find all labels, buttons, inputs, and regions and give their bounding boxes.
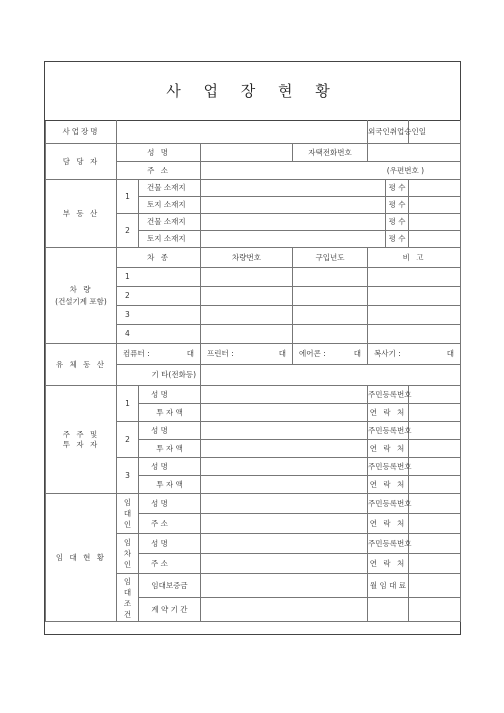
realestate-label: 부 동 산: [46, 180, 117, 248]
land-location-label-1: 토지 소재지: [139, 197, 201, 214]
vehicle-sublabel: (건설기계 포함): [55, 297, 107, 306]
remarks-header: 비 고: [368, 248, 461, 268]
vehicle-type-field[interactable]: [139, 268, 201, 287]
vehicle-row-num: 4: [117, 325, 139, 344]
area-field-2[interactable]: [409, 197, 461, 214]
area-label-2: 평 수: [386, 197, 409, 214]
shareholder-id-field[interactable]: [409, 458, 461, 476]
lessor-contact-label: 연 락 처: [368, 514, 409, 534]
vehicle-type-field[interactable]: [139, 287, 201, 306]
shareholder-id-label: 주민등록번호: [368, 458, 409, 476]
deposit-label: 임대보증금: [139, 574, 201, 598]
computer-label: 컴퓨터 :: [123, 349, 150, 359]
lessor-id-label: 주민등록번호: [368, 494, 409, 514]
vehicle-number-field[interactable]: [201, 268, 293, 287]
remarks-field[interactable]: [368, 268, 461, 287]
shareholders-label: 주 주 및 투 자 자: [46, 386, 117, 494]
shareholder-contact-field[interactable]: [409, 440, 461, 458]
land-location-field-2[interactable]: [201, 231, 386, 248]
shareholder-contact-field[interactable]: [409, 404, 461, 422]
vehicle-label: 차 량: [69, 284, 93, 294]
vehicle-row-num: 1: [117, 268, 139, 287]
vehicle-type-field[interactable]: [139, 306, 201, 325]
contract-period-field[interactable]: [201, 598, 368, 622]
copier-unit: 대: [446, 349, 454, 359]
realestate-num-2: 2: [117, 214, 139, 248]
remarks-field[interactable]: [368, 306, 461, 325]
manager-name-field[interactable]: [201, 144, 293, 162]
shareholder-name-label-text: 성 명: [151, 425, 168, 435]
shareholder-name-label-text: 성 명: [151, 389, 168, 399]
contract-period-extra-field-2[interactable]: [409, 598, 461, 622]
purchase-year-field[interactable]: [293, 268, 368, 287]
lease-label: 임 대 현 황: [46, 494, 117, 622]
aircon-unit: 대: [353, 349, 361, 359]
copier-cell[interactable]: [368, 344, 461, 365]
aircon-cell[interactable]: [293, 344, 368, 365]
shareholder-name-field[interactable]: [201, 458, 368, 476]
lease-terms-label-cell: [117, 574, 139, 622]
shareholder-contact-field[interactable]: [409, 476, 461, 494]
lessee-label: 임 차 인: [123, 538, 132, 569]
computer-unit: 대: [186, 349, 194, 359]
lessee-contact-label: 연 락 처: [368, 554, 409, 574]
deposit-field[interactable]: [201, 574, 368, 598]
vehicle-number-field[interactable]: [201, 306, 293, 325]
printer-unit: 대: [278, 349, 286, 359]
form-title: 사 업 장 현 황: [166, 82, 339, 100]
manager-address-label: 주 소: [117, 162, 201, 180]
lessor-id-field[interactable]: [409, 494, 461, 514]
lessee-contact-field[interactable]: [409, 554, 461, 574]
vehicle-type-field[interactable]: [139, 325, 201, 344]
other-items-label: 기 타(전화등): [117, 365, 201, 386]
realestate-num-1: 1: [117, 180, 139, 214]
lessor-label: 임 대 인: [123, 498, 132, 529]
purchase-year-field[interactable]: [293, 287, 368, 306]
manager-name-label: 성 명: [117, 144, 201, 162]
lessor-name-label: [139, 494, 201, 514]
contract-period-extra-field[interactable]: [368, 598, 409, 622]
area-label-3: 평 수: [386, 214, 409, 231]
shareholder-name-field[interactable]: [201, 422, 368, 440]
business-name-field[interactable]: [117, 121, 368, 144]
area-label-4: 평 수: [386, 231, 409, 248]
manager-address-field[interactable]: [201, 162, 461, 180]
shareholder-num: 1: [117, 386, 139, 422]
building-location-label-2: 건물 소재지: [139, 214, 201, 231]
lessee-address-label-text: 주 소: [151, 558, 168, 568]
lessor-address-label: [139, 514, 201, 534]
other-items-field[interactable]: [201, 365, 461, 386]
printer-label: 프린터 :: [207, 349, 234, 359]
area-field-1[interactable]: [409, 180, 461, 197]
shareholder-id-field[interactable]: [409, 422, 461, 440]
monthly-rent-label: 월 임 대 료: [368, 574, 409, 598]
vehicle-label-cell: [46, 248, 117, 344]
building-location-field-2[interactable]: [201, 214, 386, 231]
investment-label: 투 자 액: [139, 440, 201, 458]
lessee-name-label: [139, 534, 201, 554]
lessor-contact-field[interactable]: [409, 514, 461, 534]
remarks-field[interactable]: [368, 325, 461, 344]
lessor-name-label-text: 성 명: [151, 498, 168, 508]
building-location-field-1[interactable]: [201, 180, 386, 197]
shareholder-num: 2: [117, 422, 139, 458]
purchase-year-field[interactable]: [293, 325, 368, 344]
contract-period-label: 계 약 기 간: [139, 598, 201, 622]
copier-label: 복사기 :: [374, 349, 401, 359]
shareholder-id-label: 주민등록번호: [368, 386, 409, 404]
investment-field[interactable]: [201, 476, 368, 494]
area-field-4[interactable]: [409, 231, 461, 248]
computer-cell[interactable]: [117, 344, 201, 365]
purchase-year-field[interactable]: [293, 306, 368, 325]
shareholder-name-label: [139, 458, 201, 476]
remarks-field[interactable]: [368, 287, 461, 306]
business-name-label: 사업장명: [46, 121, 117, 144]
lessee-address-field[interactable]: [201, 554, 368, 574]
vehicle-number-field[interactable]: [201, 325, 293, 344]
vehicle-row-num: 3: [117, 306, 139, 325]
shareholder-num: 3: [117, 458, 139, 494]
lessee-id-label: 주민등록번호: [368, 534, 409, 554]
land-location-label-2: 토지 소재지: [139, 231, 201, 248]
investment-field[interactable]: [201, 404, 368, 422]
movable-label: 유 체 동 산: [46, 344, 117, 386]
shareholder-name-label: [139, 422, 201, 440]
printer-cell[interactable]: [201, 344, 293, 365]
shareholder-id-field[interactable]: [409, 386, 461, 404]
lessor-address-field[interactable]: [201, 514, 368, 534]
investment-label: 투 자 액: [139, 476, 201, 494]
investment-label: 투 자 액: [139, 404, 201, 422]
land-location-field-1[interactable]: [201, 197, 386, 214]
monthly-rent-field[interactable]: [409, 574, 461, 598]
lessee-id-field[interactable]: [409, 534, 461, 554]
shareholder-contact-label: 연 락 처: [368, 404, 409, 422]
vehicle-type-header: 차 종: [117, 248, 201, 268]
investment-field[interactable]: [201, 440, 368, 458]
vehicle-number-field[interactable]: [201, 287, 293, 306]
vehicle-number-header: 차량번호: [201, 248, 293, 268]
shareholder-name-field[interactable]: [201, 386, 368, 404]
shareholder-id-label: 주민등록번호: [368, 422, 409, 440]
manager-label: 담 당 자: [46, 144, 117, 180]
area-label-1: 평 수: [386, 180, 409, 197]
shareholder-name-label: [139, 386, 201, 404]
home-phone-field[interactable]: [368, 144, 461, 162]
lessee-address-label: [139, 554, 201, 574]
purchase-year-header: 구입년도: [293, 248, 368, 268]
lessee-name-field[interactable]: [201, 534, 368, 554]
area-field-3[interactable]: [409, 214, 461, 231]
shareholder-contact-label: 연 락 처: [368, 476, 409, 494]
lessor-name-field[interactable]: [201, 494, 368, 514]
lessor-address-label-text: 주 소: [151, 518, 168, 528]
vehicle-row-num: 2: [117, 287, 139, 306]
lessee-label-cell: [117, 534, 139, 574]
form-table: [45, 120, 461, 622]
permit-date-label: 외국인취업승인일: [368, 121, 409, 144]
lessor-label-cell: [117, 494, 139, 534]
postcode-text: (우편번호 ): [386, 165, 424, 175]
aircon-label: 에어콘 :: [299, 349, 326, 359]
home-phone-label: 자택전화번호: [293, 144, 368, 162]
business-status-form: [44, 61, 461, 635]
building-location-label-1: 건물 소재지: [139, 180, 201, 197]
shareholder-name-label-text: 성 명: [151, 461, 168, 471]
shareholder-contact-label: 연 락 처: [368, 440, 409, 458]
lease-terms-label: 임 대 조 건: [123, 576, 132, 619]
lessee-name-label-text: 성 명: [151, 538, 168, 548]
